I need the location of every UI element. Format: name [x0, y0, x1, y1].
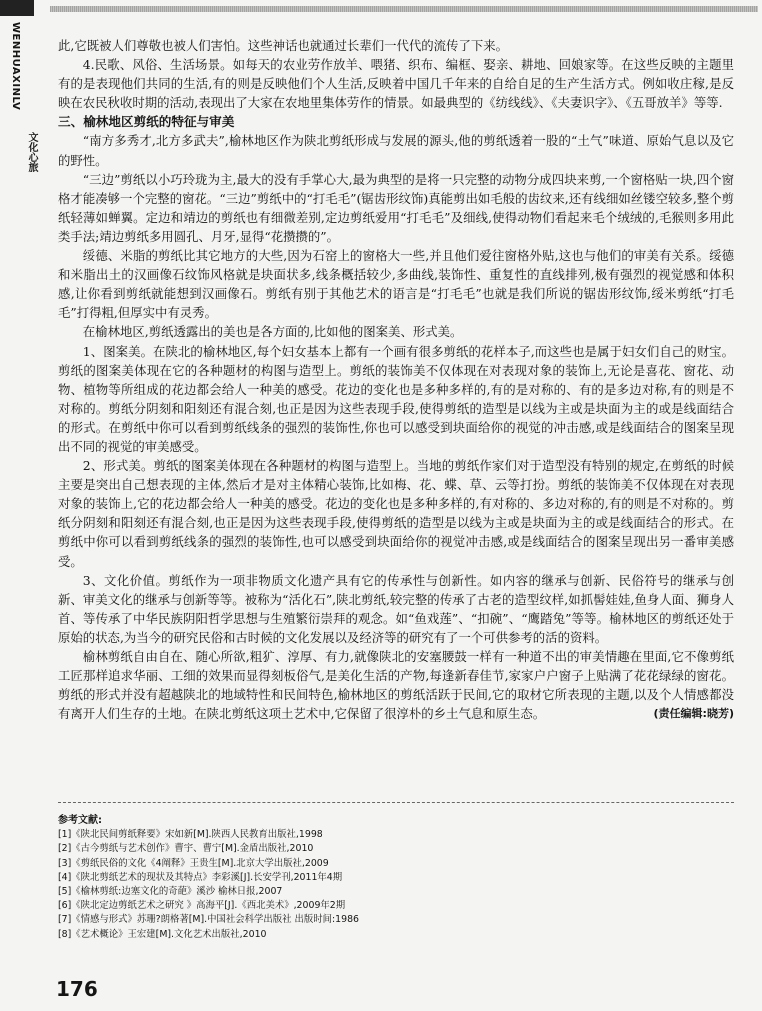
section-title: 三、榆林地区剪纸的特征与审美 — [58, 114, 235, 130]
paragraph-text: 榆林剪纸自由自在、随心所欲,粗犷、淳厚、有力,就像陕北的安塞腰鼓一样有一种道不出的审美情趣在里面,它不像剪纸工匠那样追求华丽、工细的效果而显得刻板俗气,是美化生活的产物,每逢新春佳节,家家户户窗子上贴满了花花绿绿的窗花。剪纸的形式并没有超越陕北的地域特性和民间特色,榆林地区的剪纸活跃于民间,它的取材它所表现的主题,以及个人情感都没有离开人们生存的土地。在陕北剪纸这项土艺术中,它保留了很淳朴的乡土气息和原生态。 — [58, 649, 734, 722]
reference-item: [2]《古今剪纸与艺术创作》曹宇、曹宁[M].金盾出版社,2010 — [58, 843, 314, 855]
reference-item: [7]《情感与形式》苏珊?朗格著[M].中国社会科学出版社 出版时间:1986 — [58, 914, 360, 926]
references-heading: 参考文献: — [58, 815, 102, 826]
paragraph: 绥德、米脂的剪纸比其它地方的大些,因为石窑上的窗格大一些,并且他们爱往窗格外贴,这也与他们的审美有关系。绥德和米脂出土的汉画像石纹饰风格就是块面状多,线条概括较少,多曲线,装饰性、重复性的直线排列,极有强烈的视觉感和体积感,让你看到剪纸就能想到汉画像石。剪纸有别于其他艺术的语言是“打毛毛”也就是我们所说的锯齿形纹饰,绥米剪纸“打毛毛”打得粗,但厚实中有灵秀。 — [58, 248, 734, 321]
sidebar-column-label — [8, 22, 36, 242]
page-number: 176 — [56, 977, 98, 1001]
article-body — [58, 36, 734, 723]
paragraph: 3、文化价值。剪纸作为一项非物质文化遗产具有它的传承性与创新性。如内容的继承与创新、民俗符号的继承与创新、审美文化的继承与创新等等。被称为“活化石”,陕北剪纸,较完整的传承了古老的造型纹样,如抓髻娃娃,鱼身人面、狮身人首、等传承了中华民族阴阳哲学思想与生殖繁衍崇拜的观念。如“鱼戏莲”、“扣碗”、“鹰踏兔”等等。榆林地区的剪纸还处于原始的状态,为当今的研究民俗和古时候的文化发展以及经济等的研究有了一个可供参考的活的资料。 — [58, 572, 734, 645]
reference-item: [8]《艺术概论》王宏建[M].文化艺术出版社,2010 — [58, 928, 267, 940]
reference-item: [4]《陕北剪纸艺术的现状及其特点》李彩溪[J].长安学刊,2011年4期 — [58, 871, 343, 883]
top-corner-mark — [0, 0, 34, 16]
reference-item: [6]《陕北定边剪纸艺术之研究 》高海平[J].《西北美术》,2009年2期 — [58, 900, 346, 912]
editor-credit: (责任编辑:晓芳) — [653, 707, 734, 721]
sidebar-english-label: WENHUAXINLV — [10, 22, 21, 111]
reference-item: [3]《剪纸民俗的文化《4阐释》王贵生[M].北京大学出版社,2009 — [58, 857, 329, 869]
paragraph: “南方多秀才,北方多武夫”,榆林地区作为陕北剪纸形成与发展的源头,他的剪纸透着一股的“土气”味道、原始气息以及它的野性。 — [58, 133, 734, 168]
paragraph: 1、图案美。在陕北的榆林地区,每个妇女基本上都有一个画有很多剪纸的花样本子,而这些也是属于妇女们自己的财宝。剪纸的图案美体现在它的各种题材的构图与造型上。剪纸的装饰美不仅体现在对表现对象的装饰上,无论是喜花、窗花、动物、植物等所组成的花边都会给人一种美的感受。花边的变化也是多种多样的,有的是对称的、有的是多边对称,有的则是不对称的。剪纸分阴刻和阳刻还有混合刻,也正是因为这些表现手段,使得剪纸的造型是以线为主或是块面为主的或是线面结合的形式。在剪纸中你可以看到剪纸线条的强烈的装饰性,你也可以感受到块面给你的视觉的冲击感,或是线面结合的图案呈现出不同的视觉的审美感受。 — [58, 343, 734, 454]
header-rule — [50, 6, 758, 12]
reference-item: [5]《榆林剪纸:边塞文化的奇葩》溪沙 榆林日报,2007 — [58, 886, 283, 898]
paragraph: 此,它既被人们尊敬也被人们害怕。这些神话也就通过长辈们一代代的流传了下来。 — [58, 38, 509, 53]
paragraph: 4.民歌、风俗、生活场景。如每天的农业劳作放羊、喂猪、织布、编框、娶亲、耕地、回娘家等。在这些反映的主题里有的是表现他们共同的生活,有的则是反映他们个人生活,反映着中国几千年来的自给自足的生产生活方式。例如收庄稼,是反映在农民秋收时期的活动,表现出了大家在农地里集体劳作的情景。如最典型的《纺线线》、《夫妻识字》、《五哥放羊》等等. — [58, 57, 734, 111]
paragraph: 2、形式美。剪纸的图案美体现在各种题材的构图与造型上。当地的剪纸作家们对于造型没有特别的规定,在剪纸的时候主要是突出自己想表现的主体,然后才是对主体精心装饰,比如梅、花、蝶、草、云等打扮。剪纸的装饰美不仅体现在对表现对象的装饰上,它的花边都会给人一种美的感受。花边的变化也是多种多样的,有对称的、多边对称的,有的则是不对称的。剪纸分阴刻和阳刻还有混合刻,也正是因为这些表现手段,使得剪纸的造型是以线为主或是块面为主的或是线面结合的形式。在剪纸中你可以看到剪纸线条的强烈的装饰性,也可以感受到块面给你的视觉冲击感,或是线面结合的图案呈现出另一番审美感受。 — [58, 458, 734, 569]
references — [58, 814, 734, 942]
paragraph: “三边”剪纸以小巧玲珑为主,最大的没有手掌心大,最为典型的是将一只完整的动物分成四块来剪,一个窗格贴一块,四个窗格才能凑够一个完整的窗花。“三边”剪纸中的“打毛毛”(锯齿形纹饰)真能剪出如毛般的齿纹来,还有线细如丝镂空较多,整个剪纸轻薄如蝉翼。定边和靖边的剪纸也有细微差别,定边剪纸爱用“打毛毛”及细线,使得动物们看起来毛个绒绒的,毛猴则多用此类手法;靖边剪纸多用圆孔、月牙,显得“花攒攒的”。 — [58, 171, 734, 244]
paragraph: 在榆林地区,剪纸透露出的美也是各方面的,比如他的图案美、形式美。 — [82, 324, 463, 340]
reference-item: [1]《陕北民间剪纸释要》宋如新[M].陕西人民教育出版社,1998 — [58, 829, 323, 841]
references-divider — [58, 802, 734, 803]
paragraph-last — [58, 647, 734, 723]
sidebar-chinese-label: 文化心旅 — [26, 132, 37, 172]
